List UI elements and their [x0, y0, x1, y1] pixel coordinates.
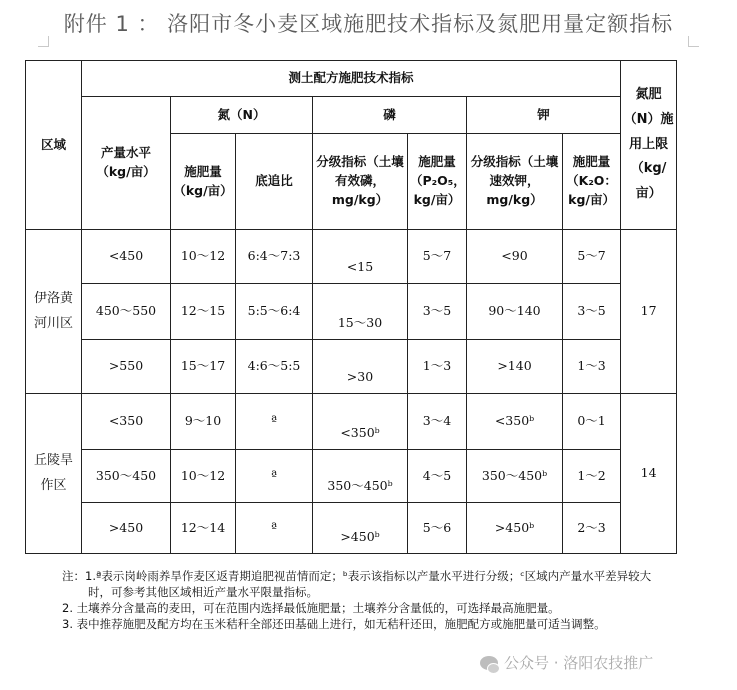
table-row	[26, 503, 677, 554]
header-base-top-ratio: 底追比	[236, 134, 313, 230]
yield-cell: >450	[82, 503, 171, 554]
header-k-rate: 施肥量（K₂O：kg/亩）	[563, 134, 621, 230]
k-rate-cell: 3～5	[563, 284, 621, 340]
k-grade-cell: >140	[467, 340, 563, 394]
table-row	[26, 230, 677, 284]
k-grade-cell: >450ᵇ	[467, 503, 563, 554]
watermark-text: 公众号 · 洛阳农技推广	[504, 654, 654, 672]
header-n-limit: 氮肥（N）施用上限（kg/亩）	[621, 61, 677, 230]
k-rate-cell: 5～7	[563, 230, 621, 284]
k-rate-cell: 0～1	[563, 394, 621, 450]
header-soil-test: 测土配方施肥技术指标	[82, 61, 621, 97]
table-row	[26, 284, 677, 340]
k-rate-cell: 2～3	[563, 503, 621, 554]
crop-mark-right	[688, 36, 699, 47]
p-grade-cell: >30	[313, 340, 408, 394]
note-2: 2. 土壤养分含量高的麦田，可在范围内选择最低施肥量；土壤养分含量低的，可选择最高施肥量。	[62, 601, 560, 615]
p-rate-cell: 5～6	[408, 503, 467, 554]
crop-mark-left	[38, 36, 49, 47]
p-grade-cell: 15～30	[313, 284, 408, 340]
header-p-grade: 分级指标（土壤有效磷，mg/kg）	[313, 134, 408, 230]
yield-cell: 350～450	[82, 450, 171, 503]
p-grade-cell: >450ᵇ	[313, 503, 408, 554]
yield-cell: >550	[82, 340, 171, 394]
ratio-cell: ª	[236, 394, 313, 450]
header-phosphorus: 磷	[313, 97, 467, 134]
n-rate-cell: 10～12	[171, 450, 236, 503]
header-k-grade: 分级指标（土壤速效钾，mg/kg）	[467, 134, 563, 230]
p-grade-cell: 350～450ᵇ	[313, 450, 408, 503]
n-limit-cell: 14	[621, 394, 677, 554]
ratio-cell: 4:6～5:5	[236, 340, 313, 394]
region-cell: 丘陵旱作区	[26, 394, 82, 554]
table-row	[26, 340, 677, 394]
header-p-rate: 施肥量（P₂O₅，kg/亩）	[408, 134, 467, 230]
k-grade-cell: <90	[467, 230, 563, 284]
n-rate-cell: 10～12	[171, 230, 236, 284]
note-1: 注：1.ª表示岗岭雨养旱作麦区返青期追肥视苗情而定；ᵇ表示该指标以产量水平进行分级；ᶜ区域内产量水平差异较大时，可参考其他区域相近产量水平限量指标。	[62, 569, 652, 599]
header-potassium: 钾	[467, 97, 621, 134]
ratio-cell: ª	[236, 450, 313, 503]
yield-cell: 450～550	[82, 284, 171, 340]
p-grade-cell: <15	[313, 230, 408, 284]
table-row	[26, 450, 677, 503]
p-rate-cell: 4～5	[408, 450, 467, 503]
k-grade-cell: <350ᵇ	[467, 394, 563, 450]
k-grade-cell: 350～450ᵇ	[467, 450, 563, 503]
note-3: 3. 表中推荐施肥及配方均在玉米秸秆全部还田基础上进行，如无秸秆还田，施肥配方或施肥量可适当调整。	[62, 617, 606, 631]
n-rate-cell: 9～10	[171, 394, 236, 450]
header-nitrogen: 氮（N）	[171, 97, 313, 134]
region-cell: 伊洛黄河川区	[26, 230, 82, 394]
p-rate-cell: 3～5	[408, 284, 467, 340]
k-rate-cell: 1～3	[563, 340, 621, 394]
yield-cell: <450	[82, 230, 171, 284]
ratio-cell: ª	[236, 503, 313, 554]
ratio-cell: 5:5～6:4	[236, 284, 313, 340]
header-region: 区域	[26, 61, 82, 230]
k-rate-cell: 1～2	[563, 450, 621, 503]
k-grade-cell: 90～140	[467, 284, 563, 340]
table-row	[26, 394, 677, 450]
fertilizer-index-table	[25, 60, 677, 554]
header-n-rate: 施肥量（kg/亩）	[171, 134, 236, 230]
p-rate-cell: 5～7	[408, 230, 467, 284]
ratio-cell: 6:4～7:3	[236, 230, 313, 284]
p-rate-cell: 3～4	[408, 394, 467, 450]
wechat-icon	[480, 656, 498, 670]
header-yield-level: 产量水平（kg/亩）	[82, 97, 171, 230]
n-limit-cell: 17	[621, 230, 677, 394]
p-rate-cell: 1～3	[408, 340, 467, 394]
watermark	[480, 652, 653, 673]
n-rate-cell: 12～15	[171, 284, 236, 340]
yield-cell: <350	[82, 394, 171, 450]
n-rate-cell: 12～14	[171, 503, 236, 554]
notes	[62, 568, 652, 632]
n-rate-cell: 15～17	[171, 340, 236, 394]
p-grade-cell: <350ᵇ	[313, 394, 408, 450]
document-title: 附件 1 ： 洛阳市冬小麦区域施肥技术指标及氮肥用量定额指标	[63, 12, 674, 36]
